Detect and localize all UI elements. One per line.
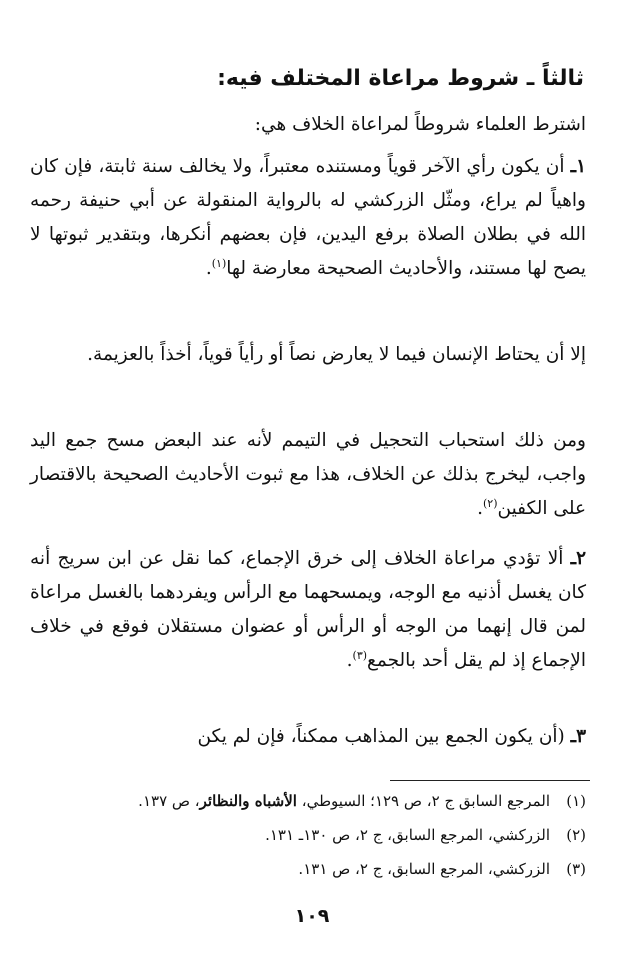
example-end: . <box>477 498 483 519</box>
condition-2-paragraph <box>30 542 586 678</box>
footnote-3 <box>26 858 586 880</box>
footnote-2 <box>26 824 586 846</box>
footnote-2-number: (٢) <box>566 826 586 844</box>
footnote-1-pre: المرجع السابق ج ٢، ص ١٢٩؛ السيوطي، <box>296 792 550 810</box>
footnote-1-title: الأشباه والنظائر <box>199 792 297 810</box>
condition-3-text: (أن يكون الجمع بين المذاهب ممكناً، فإن لم يكن <box>197 726 571 747</box>
footnote-3-text: الزركشي، المرجع السابق، ج ٢، ص ١٣١. <box>298 860 550 878</box>
condition-1-text: أن يكون رأي الآخر قوياً ومستنده معتبراً، ولا يخالف سنة ثابتة، فإن كان واهياً لم يراع، ومثّل الزركشي له بالرواية المنقولة عن أبي حنيفة رحمه الله في بطلان الصلاة برفع اليدين، فإن بعضهم أنكرها، وبتقدير ثبوتها لا يصح لها مستند، والأحاديث الصحيحة معارضة لها <box>30 156 586 279</box>
page-number: ١٠٩ <box>294 905 330 927</box>
footnote-divider <box>390 780 590 781</box>
footnote-ref-3[interactable]: (٣) <box>352 648 368 662</box>
condition-1-end: . <box>205 258 212 279</box>
footnote-ref-1[interactable]: (١) <box>211 256 227 270</box>
condition-3-number: ٣ـ <box>570 726 586 747</box>
condition-2-end: . <box>346 650 353 671</box>
footnote-3-number: (٣) <box>566 860 586 878</box>
condition-2-number: ٢ـ <box>570 548 586 569</box>
condition-1-paragraph <box>30 150 586 286</box>
footnote-1-post: ، ص ١٣٧. <box>138 792 200 810</box>
condition-2-text: ألا تؤدي مراعاة الخلاف إلى خرق الإجماع، كما نقل عن ابن سريج أنه كان يغسل أذنيه مع الوجه، ويمسحهما مع الرأس ويفردهما بالغسل مراعاة لمن قال إنهما من الوجه أو الرأس أو عضوان مستقلان فوقع في خلاف الإجماع إذ لم يقل أحد بالجمع <box>30 548 586 671</box>
example-paragraph <box>30 424 586 526</box>
intro-paragraph: اشترط العلماء شروطاً لمراعاة الخلاف هي: <box>254 114 586 135</box>
example-text: ومن ذلك استحباب التحجيل في التيمم لأنه عند البعض مسح جمع اليد واجب، ليخرج بذلك عن الخلاف، هذا مع ثبوت الأحاديث الصحيحة بالاقتصار على الكفين <box>30 430 586 519</box>
footnote-1 <box>26 790 586 812</box>
footnote-1-number: (١) <box>566 792 586 810</box>
footnote-ref-2[interactable]: (٢) <box>483 496 498 510</box>
section-heading: ثالثاً ـ شروط مراعاة المختلف فيه: <box>217 66 584 91</box>
condition-1-number: ١ـ <box>570 156 586 177</box>
caution-paragraph: إلا أن يحتاط الإنسان فيما لا يعارض نصاً أو رأياً قوياً، أخذاً بالعزيمة. <box>87 344 586 365</box>
condition-3-paragraph <box>30 720 586 754</box>
footnote-2-text: الزركشي، المرجع السابق، ج ٢، ص ١٣٠ـ ١٣١. <box>265 826 550 844</box>
